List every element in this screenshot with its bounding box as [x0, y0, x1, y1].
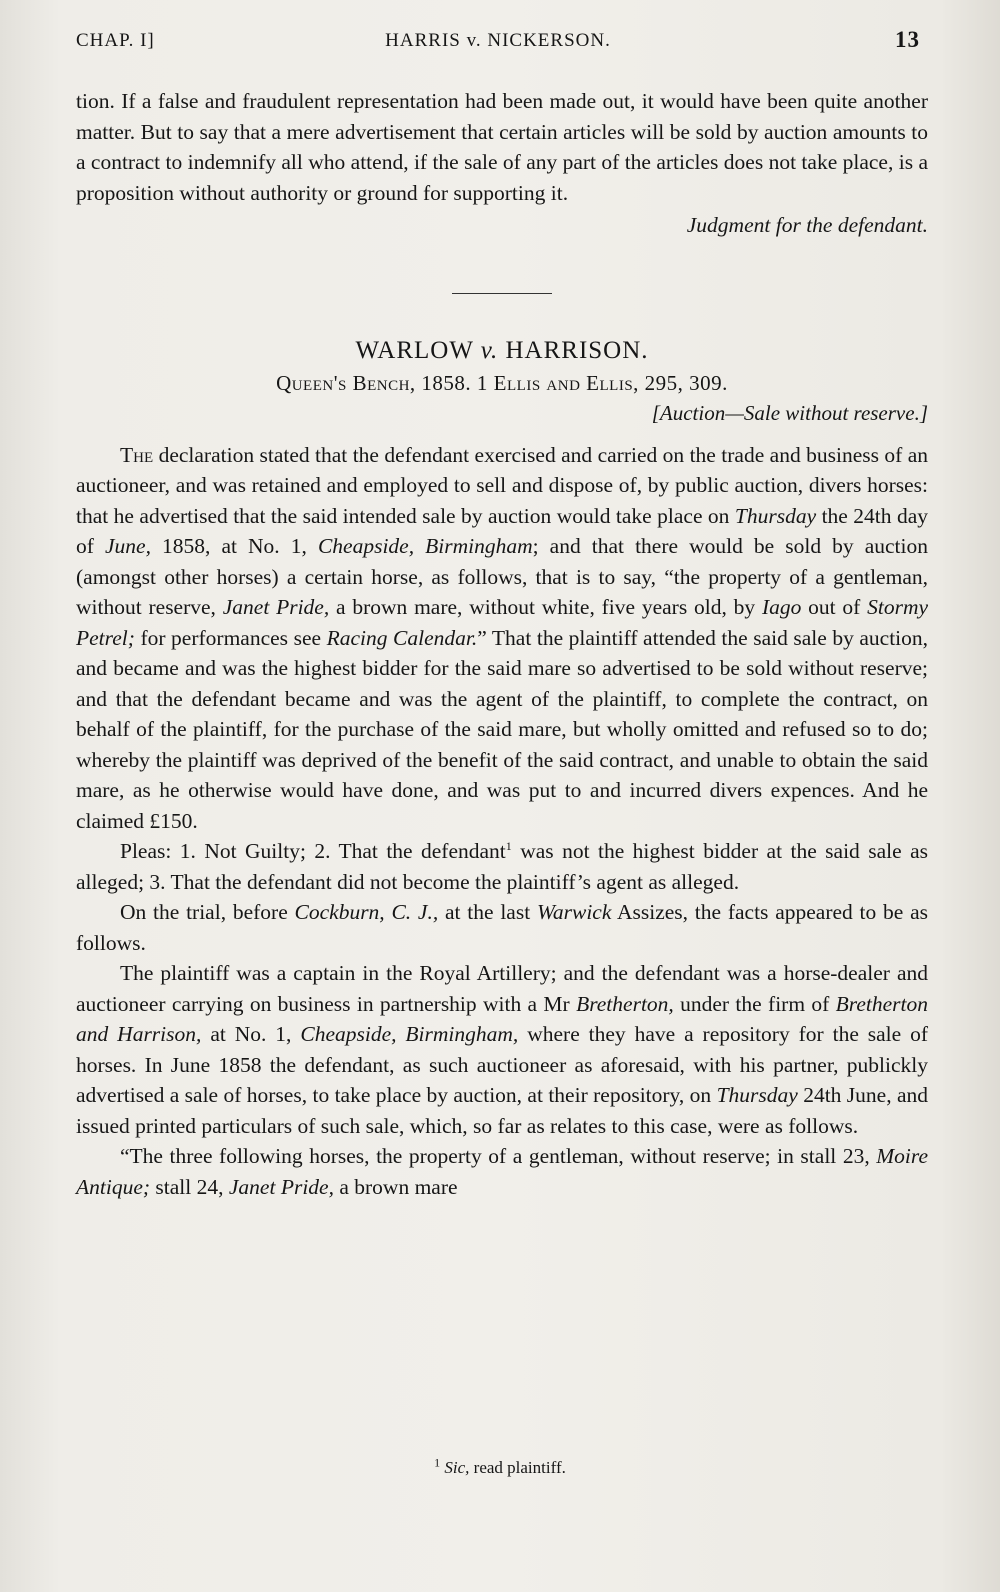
text-run: a brown mare	[339, 1174, 458, 1199]
italic-run: Bretherton,	[576, 991, 674, 1016]
footnote-ref: 1	[505, 838, 512, 853]
page-body	[76, 86, 928, 1202]
opening-paragraph: tion. If a false and fraudulent representation had been made out, it would have been quite another matter. But to say that a mere advertisement that certain articles will be sold by auction amounts to a contract to indemnify all who attend, if the sale of any part of the articles does not take place, is a proposition without authority or ground for supporting it.	[76, 89, 928, 205]
text-run: under the firm of	[680, 991, 830, 1016]
footnote-text: read plaintiff.	[473, 1458, 566, 1477]
footnote	[0, 1455, 1000, 1478]
versus: v.	[480, 336, 499, 364]
italic-run: Cheapside, Birmingham,	[300, 1022, 519, 1046]
text-run: Assizes, the facts appeared to be as follows.	[76, 900, 928, 955]
text-run: was not the highest bidder at the said sale as alleged; 3. That the defendant did not become the plaintiff’s agent as alleged.	[76, 839, 928, 894]
section-divider	[452, 293, 552, 294]
text-run: ” That the plaintiff attended the said sale by auction, and became and was the highest bidder for the said mare so advertised to be sold without reserve; and that the defendant became and was the agent of the plaintiff, to complete the contract, on behalf of the plaintiff, for the purchase of the said mare, but wholly omitted and refused so to do; whereby the plaintiff was deprived of the benefit of the said contract, and unable to obtain the said mare, as he otherwise would have done, and was put to and incurred divers expences. And he claimed £150.	[76, 625, 929, 833]
text-run: where they have a repository for the sale of horses. In June 1858 the defendant, as such auctioneer as aforesaid, with his partner, publickly advertised a sale of horses, to take place by auction, at their repository, on	[76, 1022, 929, 1107]
italic-run: Moire Antique;	[76, 1144, 929, 1199]
text-run: 1858, at No. 1,	[162, 534, 307, 558]
footnote-sic: Sic,	[444, 1458, 470, 1477]
text-run: declaration stated that the defendant exercised and carried on the trade and business of an auctioneer, and was retained and employed to sell and dispose of, by public auction, divers horses: that he advertised that the said intended sale by auction would take place on	[76, 442, 929, 528]
text-run: Pleas: 1. Not Guilty; 2. That the defendant	[120, 839, 506, 863]
text-run: On the trial, before	[120, 900, 288, 924]
italic-run: Warwick	[536, 900, 612, 924]
court-citation: Queen's Bench, 1858. 1 Ellis and Ellis, 295, 309.	[276, 370, 728, 395]
italic-run: Thursday	[734, 503, 817, 528]
text-run: out of	[808, 595, 861, 619]
pleas-paragraph	[76, 836, 928, 897]
italic-run: Janet Pride,	[228, 1174, 334, 1199]
judgment-line	[76, 210, 928, 241]
trial-paragraph	[76, 897, 928, 958]
text-run: “The three following horses, the property of a gentleman, without reserve; in stall 23,	[120, 1144, 870, 1168]
running-header	[76, 27, 920, 60]
defendant-name: HARRISON.	[505, 336, 649, 364]
judgment-text: Judgment for the defendant.	[686, 213, 928, 237]
italic-run: Cockburn, C. J.,	[294, 900, 439, 924]
text-run: The plaintiff was a captain in the Royal Artillery; and the defendant was a horse-dealer and auctioneer carrying on business in partnership with a Mr	[76, 961, 928, 1016]
text-run: a brown mare, without white, five years old, by	[336, 595, 756, 619]
page-number: 13	[895, 27, 920, 52]
text-run: at No. 1,	[210, 1022, 292, 1046]
italic-run: Cheapside, Birmingham	[317, 534, 533, 558]
case-subject: [Auction—Sale without reserve.]	[651, 400, 928, 425]
text-run: stall 24,	[155, 1174, 224, 1199]
declaration-lead: The	[120, 442, 154, 467]
italic-run: Thursday	[716, 1083, 798, 1107]
text-run: ; and that there would be sold by auction (amongst other horses) a certain horse, as follows, that is to say, “the property of a gentleman, without reserve,	[76, 534, 929, 619]
italic-run: June,	[104, 534, 151, 558]
italic-run: Janet Pride,	[222, 595, 330, 619]
chapter-label: CHAP. I]	[76, 30, 155, 51]
italic-run: Iago	[761, 595, 802, 619]
quote-paragraph	[76, 1141, 928, 1202]
text-run: 24th June, and issued printed particulars of such sale, which, so far as relates to this case, were as follows.	[76, 1083, 929, 1138]
facts-paragraph	[76, 958, 928, 1141]
declaration-paragraph	[76, 440, 928, 837]
case-body	[76, 440, 928, 1203]
italic-run: Bretherton and Harrison,	[76, 991, 929, 1046]
plaintiff-name: WARLOW	[355, 336, 474, 364]
italic-run: Stormy Petrel;	[76, 595, 929, 650]
text-run: for performances see	[140, 625, 322, 650]
case-title	[76, 334, 928, 368]
italic-run: Racing Calendar.	[326, 625, 478, 650]
running-title: HARRIS v. NICKERSON.	[385, 30, 611, 51]
text-run: at the last	[445, 900, 531, 924]
text-run: the 24th day of	[76, 503, 928, 558]
footnote-marker: 1	[434, 1455, 441, 1470]
